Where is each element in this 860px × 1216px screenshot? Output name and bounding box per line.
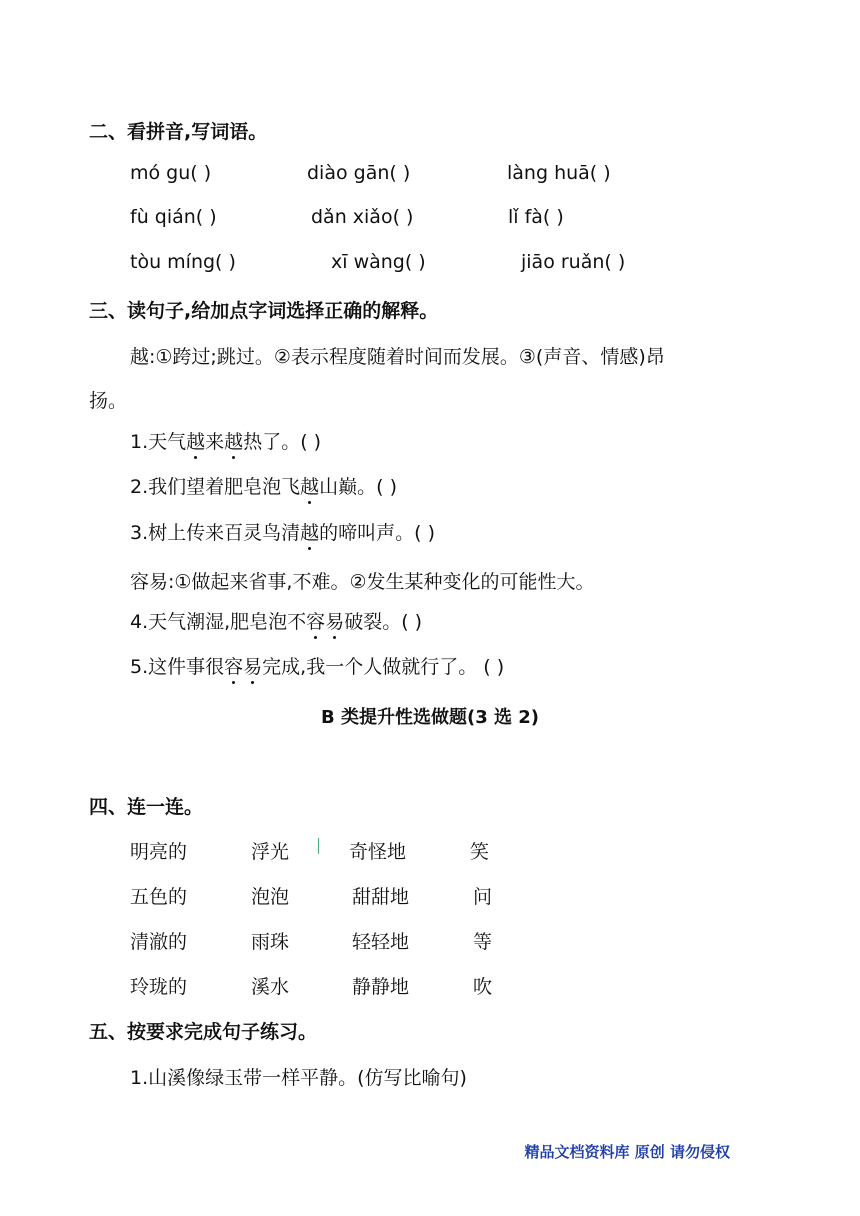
- section-2-title: 二、看拼音,写词语。: [89, 121, 268, 143]
- q1-answer: 热了。( ): [243, 431, 322, 453]
- match-word: 浮光: [251, 841, 290, 863]
- q5-dotted-char: 容: [224, 652, 243, 679]
- pinyin-item: tòu míng( ): [130, 251, 236, 273]
- question-4: [130, 607, 422, 634]
- section-4-title: 四、连一连。: [89, 796, 204, 818]
- match-word: 五色的: [130, 886, 188, 908]
- match-word: 甜甜地: [352, 886, 410, 908]
- match-word: 清澈的: [130, 931, 188, 953]
- sentence-exercise-1: 1.山溪像绿玉带一样平静。(仿写比喻句): [130, 1067, 467, 1089]
- q3-dotted-char: 越: [300, 518, 319, 545]
- match-word: 笑: [470, 841, 490, 863]
- match-word: 玲珑的: [130, 976, 188, 998]
- pinyin-item: jiāo ruǎn( ): [521, 251, 626, 273]
- q4-answer: 破裂。( ): [344, 611, 423, 633]
- pinyin-item: fù qián( ): [130, 206, 217, 228]
- q2-dotted-char: 越: [300, 472, 319, 499]
- q1-text-mid: 来: [205, 431, 225, 453]
- q5-text: 5.这件事很: [130, 656, 225, 678]
- q2-answer: 山巅。( ): [319, 476, 398, 498]
- q4-dotted-char: 容: [306, 607, 325, 634]
- q1-dotted-char: 越: [186, 427, 205, 454]
- q3-text: 3.树上传来百灵鸟清: [130, 522, 301, 544]
- match-word: 轻轻地: [352, 931, 410, 953]
- pinyin-item: lǐ fà( ): [508, 206, 564, 228]
- match-word: 等: [473, 931, 493, 953]
- q1-text: 1.天气: [130, 431, 187, 453]
- q5-dotted-char: 易: [243, 652, 262, 679]
- pinyin-item: xī wàng( ): [331, 251, 426, 273]
- q4-dotted-char: 易: [325, 607, 344, 634]
- match-word: 溪水: [251, 976, 290, 998]
- pinyin-item: dǎn xiǎo( ): [311, 206, 414, 228]
- match-word: 奇怪地: [349, 841, 407, 863]
- text-cursor: [318, 838, 319, 854]
- q2-text: 2.我们望着肥皂泡飞: [130, 476, 301, 498]
- definition-yue-line1: 越:①跨过;跳过。②表示程度随着时间而发展。③(声音、情感)昂: [130, 346, 665, 368]
- q3-answer: 的啼叫声。( ): [319, 522, 436, 544]
- match-word: 泡泡: [251, 886, 290, 908]
- pinyin-item: làng huā( ): [507, 162, 611, 184]
- q4-text: 4.天气潮湿,肥皂泡不: [130, 611, 307, 633]
- section-5-title: 五、按要求完成句子练习。: [89, 1021, 318, 1043]
- q1-dotted-char: 越: [224, 427, 243, 454]
- match-word: 静静地: [352, 976, 410, 998]
- question-1: [130, 427, 321, 454]
- section-3-title: 三、读句子,给加点字词选择正确的解释。: [89, 300, 439, 322]
- pinyin-item: mó gu( ): [130, 162, 212, 184]
- match-word: 明亮的: [130, 841, 188, 863]
- question-2: [130, 472, 397, 499]
- definition-yue-line2: 扬。: [89, 390, 128, 412]
- footer-watermark: 精品文档资料库 原创 请勿侵权: [524, 1143, 730, 1161]
- pinyin-item: diào gān( ): [307, 162, 411, 184]
- question-3: [130, 518, 435, 545]
- definition-rongyi: 容易:①做起来省事,不难。②发生某种变化的可能性大。: [130, 571, 595, 593]
- match-word: 吹: [473, 976, 493, 998]
- match-word: 雨珠: [251, 931, 290, 953]
- section-b-title: B 类提升性选做题(3 选 2): [320, 707, 540, 728]
- match-word: 问: [473, 886, 493, 908]
- question-5: [130, 652, 504, 679]
- q5-answer: 完成,我一个人做就行了。 ( ): [262, 656, 505, 678]
